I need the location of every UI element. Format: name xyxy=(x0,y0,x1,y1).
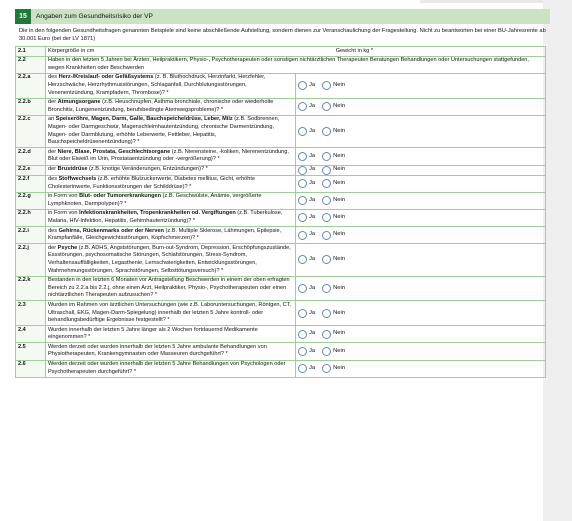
radio-no[interactable] xyxy=(322,213,331,222)
yes-no-group xyxy=(298,309,543,318)
yes-no-cell xyxy=(296,301,546,326)
radio-no[interactable] xyxy=(322,330,331,339)
yes-no-cell xyxy=(296,98,546,115)
measurement-cell xyxy=(46,47,546,57)
radio-yes-label[interactable]: Ja xyxy=(309,347,316,354)
question-text: Wurden innerhalb der letzten 5 Jahre länger als 2 Wochen fortdauernd Medikamente eingenommen? * xyxy=(46,326,296,343)
question-row xyxy=(16,227,546,244)
intro-text: Die in den folgenden Gesundheitsfragen genannten Beispiele sind keine abschließende Aufstellung, sondern dienen zur Veranschaulichung der Fragestellung. Nicht zu beantworten bei einer BU-Jahresrente ab 30.001 Euro (bei der LV 1871) xyxy=(19,28,546,42)
radio-yes[interactable] xyxy=(298,284,307,293)
question-number: 2.2.d xyxy=(16,148,46,165)
question-topic: Niere, Blase, Prostata, Geschlechtsorgane xyxy=(57,148,171,155)
radio-yes-label[interactable]: Ja xyxy=(309,256,316,263)
question-number: 2.3 xyxy=(16,301,46,326)
radio-yes-label[interactable]: Ja xyxy=(309,82,316,89)
radio-yes-label[interactable]: Ja xyxy=(309,152,316,159)
question-row xyxy=(16,192,546,209)
question-topic: Infektionskrankheiten, Tropenkrankheiten od. Vergiftungen xyxy=(79,210,236,217)
radio-no-label[interactable]: Nein xyxy=(333,347,346,354)
question-row xyxy=(16,276,546,301)
question-topic: Herz-/Kreislauf- oder Gefäßsystems xyxy=(58,74,154,81)
radio-yes-label[interactable]: Ja xyxy=(309,330,316,337)
radio-yes-label[interactable]: Ja xyxy=(309,231,316,238)
radio-no-label[interactable]: Nein xyxy=(333,82,346,89)
question-topic: Blut- oder Tumorerkrankungen xyxy=(79,193,162,200)
yes-no-cell xyxy=(296,115,546,147)
question-text-prefix: der xyxy=(48,148,58,155)
yes-no-cell xyxy=(296,165,546,175)
question-text: Haben in den letzten 5 Jahren bei Ärzten, Heilpraktikern, Physio-, Psychotherapeuten oder sonstigen nichtärztlichen Therapeuten Beratungen Behandlungen oder Untersuchungen stattgefunden, wegen Krankheiten oder Beschwerden xyxy=(46,56,546,73)
question-row xyxy=(16,98,546,115)
question-text-examples: (z. B. Bluthochdruck, Herzinfarkt, Herzfehler, Herzschwäche, Herzrhythmusstörungen, Schlaganfall, Durchblutungsstörungen, Venenentzündung, Krampfadern, Thrombose)? * xyxy=(48,74,266,96)
yes-no-group xyxy=(298,127,543,136)
question-number: 2.5 xyxy=(16,343,46,360)
question-text xyxy=(46,227,296,244)
measurement-fields xyxy=(48,48,543,56)
radio-yes[interactable] xyxy=(298,196,307,205)
question-text-prefix: der xyxy=(48,166,58,172)
question-text-examples: (z.B. Tuberkulose, Malaria, HIV-Infektion, Hepatitis, Gehirnhautentzündung)? * xyxy=(48,210,283,224)
yes-no-cell xyxy=(296,360,546,377)
yes-no-cell xyxy=(296,192,546,209)
radio-no-label[interactable]: Nein xyxy=(333,166,346,173)
question-text xyxy=(46,115,296,147)
radio-no-label[interactable]: Nein xyxy=(333,309,346,316)
radio-no-label[interactable]: Nein xyxy=(333,214,346,221)
radio-no[interactable] xyxy=(322,309,331,318)
question-text-prefix: des xyxy=(48,227,59,234)
question-row xyxy=(16,56,546,73)
question-text-examples: (z.B. Nierensteine, -koliken, Nierenentzündung, Blut oder Eiweiß im Urin, Prostataentzündung oder -vergrößerung)? * xyxy=(48,148,289,163)
radio-yes[interactable] xyxy=(298,309,307,318)
question-topic: Stoffwechsels xyxy=(58,176,97,182)
question-number: 2.2.b xyxy=(16,98,46,115)
question-text xyxy=(46,165,296,175)
question-row xyxy=(16,209,546,226)
question-text-examples: (z.B. Geschwülste, Anämie, vergrößerte Lymphknoten, Darmpolypen)? * xyxy=(48,193,262,207)
question-text-prefix: in Form von xyxy=(48,210,80,217)
question-row xyxy=(16,175,546,192)
question-text-examples: (z.B. erhöhte Blutzuckerwerte, Diabetes mellitus, Gicht, erhöhte Cholesterinwerte, Funktionsstörungen der Schilddrüse)? * xyxy=(48,176,256,190)
question-text-prefix: des xyxy=(48,176,59,182)
radio-no[interactable] xyxy=(322,231,331,240)
question-row xyxy=(16,47,546,57)
question-row xyxy=(16,326,546,343)
question-number: 2.2.k xyxy=(16,276,46,301)
radio-no[interactable] xyxy=(322,196,331,205)
question-text-examples: (z.B. Multiple Sklerose, Lähmungen, Epilepsie, Krampfanfälle, Gleichgewichtsstörungen, Kopfschmerzen)? * xyxy=(48,227,282,242)
radio-yes[interactable] xyxy=(298,255,307,264)
radio-yes[interactable] xyxy=(298,179,307,188)
radio-no-label[interactable]: Nein xyxy=(333,179,346,186)
question-row xyxy=(16,73,546,98)
question-text xyxy=(46,244,296,276)
question-number: 2.6 xyxy=(16,360,46,377)
yes-no-cell xyxy=(296,276,546,301)
yes-no-group xyxy=(298,347,543,356)
radio-yes[interactable] xyxy=(298,347,307,356)
radio-no-label[interactable]: Nein xyxy=(333,284,346,291)
question-text-examples: (z.B. Heuschnupfen, Asthma bronchiale, chronische oder wiederholte Bronchitis, Lungenentzündung, berufsbedingte Atemwegsprobleme)? * xyxy=(48,99,274,113)
radio-yes[interactable] xyxy=(298,152,307,161)
radio-no-label[interactable]: Nein xyxy=(333,196,346,203)
yes-no-group xyxy=(298,330,543,339)
yes-no-group xyxy=(298,231,543,240)
radio-yes[interactable] xyxy=(298,81,307,90)
section-title: Angaben zum Gesundheitsrisiko der VP xyxy=(36,13,153,20)
question-number: 2.2.a xyxy=(16,73,46,98)
question-number: 2.2.e xyxy=(16,165,46,175)
radio-yes-label[interactable]: Ja xyxy=(309,127,316,134)
yes-no-group xyxy=(298,152,543,161)
radio-no[interactable] xyxy=(322,347,331,356)
question-text-examples: (z.B. ADHS, Angststörungen, Burn-out-Syndrom, Depression, Erschöpfungszustände, Essstörungen, psychosomatische Störungen, Schlafstörungen, Stress-Syndrom, Verhaltensauffälligkeiten, Legasthenie, Lernschwierigkeiten, Entwicklungsstörungen, Wahrnehmungsstörungen, Sprachstörungen, Selbsttötungsversuch)? * xyxy=(48,244,291,274)
question-number: 2.1 xyxy=(16,47,46,57)
question-number: 2.2.c xyxy=(16,115,46,147)
radio-yes-label[interactable]: Ja xyxy=(309,103,316,110)
radio-no[interactable] xyxy=(322,127,331,136)
question-topic: Atmungsorgane xyxy=(57,99,101,106)
question-text xyxy=(46,148,296,165)
question-row xyxy=(16,343,546,360)
yes-no-cell xyxy=(296,209,546,226)
radio-no[interactable] xyxy=(322,284,331,293)
yes-no-cell xyxy=(296,244,546,276)
question-row xyxy=(16,301,546,326)
health-questions-form xyxy=(15,9,550,378)
radio-no-label[interactable]: Nein xyxy=(333,364,346,371)
question-row xyxy=(16,115,546,147)
question-row xyxy=(16,360,546,377)
questions-table xyxy=(15,46,546,378)
question-number: 2.2 xyxy=(16,56,46,73)
yes-no-group xyxy=(298,179,543,188)
radio-no-label[interactable]: Nein xyxy=(333,330,346,337)
yes-no-group xyxy=(298,284,543,293)
question-text-examples: (z.B. knotige Veränderungen, Entzündungen)? * xyxy=(87,166,208,172)
radio-yes[interactable] xyxy=(298,330,307,339)
radio-yes-label[interactable]: Ja xyxy=(309,364,316,371)
radio-no[interactable] xyxy=(322,364,331,373)
weight-field-label[interactable]: Gewicht in kg * xyxy=(335,47,373,54)
section-number-badge: 15 xyxy=(15,9,31,24)
radio-yes-label[interactable]: Ja xyxy=(309,166,316,173)
yes-no-group xyxy=(298,255,543,264)
yes-no-group xyxy=(298,102,543,111)
radio-yes[interactable] xyxy=(298,127,307,136)
radio-yes-label[interactable]: Ja xyxy=(309,179,316,186)
yes-no-cell xyxy=(296,73,546,98)
question-number: 2.2.g xyxy=(16,192,46,209)
question-topic: Gehirns, Rückenmarks oder der Nerven xyxy=(58,227,164,234)
radio-no[interactable] xyxy=(322,166,331,175)
question-text-prefix: an xyxy=(48,116,56,123)
question-text: Werden derzeit oder wurden innerhalb der letzten 5 Jahre ambulante Behandlungen von Physiotherapeuten, Krankengymnasten oder Masseuren durchgeführt? * xyxy=(46,343,296,360)
radio-no-label[interactable]: Nein xyxy=(333,127,346,134)
question-text: Werden derzeit oder wurden innerhalb der letzten 5 Jahre Behandlungen von Psychologen oder Psychotherapeuten durchgeführt? * xyxy=(46,360,296,377)
yes-no-cell xyxy=(296,343,546,360)
radio-no[interactable] xyxy=(322,255,331,264)
question-text xyxy=(46,209,296,226)
question-number: 2.2.i xyxy=(16,227,46,244)
question-text-prefix: der xyxy=(48,99,58,106)
yes-no-cell xyxy=(296,227,546,244)
question-text: Wurden im Rahmen von ärztlichen Untersuchungen (wie z.B. Laboruntersuchungen, Röntgen, CT, Ultraschall, EKG, Magen-Darm-Spiegelung) innerhalb der letzten 5 Jahre kontroll- oder behandlungsbedürftige Ergebnisse festgestellt? * xyxy=(46,301,296,326)
height-field-label[interactable]: Körpergröße in cm xyxy=(48,47,95,54)
radio-no-label[interactable]: Nein xyxy=(333,152,346,159)
radio-no[interactable] xyxy=(322,179,331,188)
question-text: Bestanden in den letzten 6 Monaten vor Antragstellung Beschwerden in einem der oben erfragten Bereich zu 2.2.a bis 2.2.j, ohne einen Arzt, Heilpraktiker, Physio-, Psychotherapeuten oder einen nichtärztlichen Therapeuten aufzusuchen? * xyxy=(46,276,296,301)
radio-no[interactable] xyxy=(322,102,331,111)
radio-no-label[interactable]: Nein xyxy=(333,103,346,110)
yes-no-group xyxy=(298,364,543,373)
radio-yes[interactable] xyxy=(298,102,307,111)
yes-no-group xyxy=(298,166,543,175)
yes-no-cell xyxy=(296,175,546,192)
question-topic: Psyche xyxy=(57,244,78,251)
radio-yes-label[interactable]: Ja xyxy=(309,284,316,291)
yes-no-group xyxy=(298,81,543,90)
radio-yes[interactable] xyxy=(298,364,307,373)
question-text xyxy=(46,98,296,115)
question-topic: Speiseröhre, Magen, Darm, Galle, Bauchspeicheldrüse, Leber, Milz xyxy=(55,116,233,123)
question-topic: Brustdrüse xyxy=(57,166,88,172)
question-row xyxy=(16,148,546,165)
question-text xyxy=(46,73,296,98)
radio-yes[interactable] xyxy=(298,213,307,222)
question-row xyxy=(16,165,546,175)
radio-no-label[interactable]: Nein xyxy=(333,231,346,238)
radio-yes[interactable] xyxy=(298,231,307,240)
question-text xyxy=(46,175,296,192)
section-header xyxy=(15,9,550,24)
yes-no-group xyxy=(298,196,543,205)
question-text-examples: (z.B. Sodbrennen, Magen- oder Darmgeschwür, Magenschleimhautentzündung, chronische Darmentzündung, Magen- oder Darmblutung, erhöhte Leberwerte, Fettleber, Hepatitis, Bauchspeicheldrüsenentzündung)? * xyxy=(48,116,280,146)
question-number: 2.4 xyxy=(16,326,46,343)
radio-yes-label[interactable]: Ja xyxy=(309,214,316,221)
yes-no-group xyxy=(298,213,543,222)
question-number: 2.2.j xyxy=(16,244,46,276)
question-row xyxy=(16,244,546,276)
radio-no-label[interactable]: Nein xyxy=(333,256,346,263)
radio-yes-label[interactable]: Ja xyxy=(309,309,316,316)
radio-no[interactable] xyxy=(322,152,331,161)
question-number: 2.2.h xyxy=(16,209,46,226)
yes-no-cell xyxy=(296,326,546,343)
question-number: 2.2.f xyxy=(16,175,46,192)
radio-no[interactable] xyxy=(322,81,331,90)
question-text-prefix: des xyxy=(48,74,59,81)
question-text xyxy=(46,192,296,209)
question-text-prefix: in Form von xyxy=(48,193,80,200)
radio-yes[interactable] xyxy=(298,166,307,175)
radio-yes-label[interactable]: Ja xyxy=(309,196,316,203)
yes-no-cell xyxy=(296,148,546,165)
question-text-prefix: der xyxy=(48,244,58,251)
